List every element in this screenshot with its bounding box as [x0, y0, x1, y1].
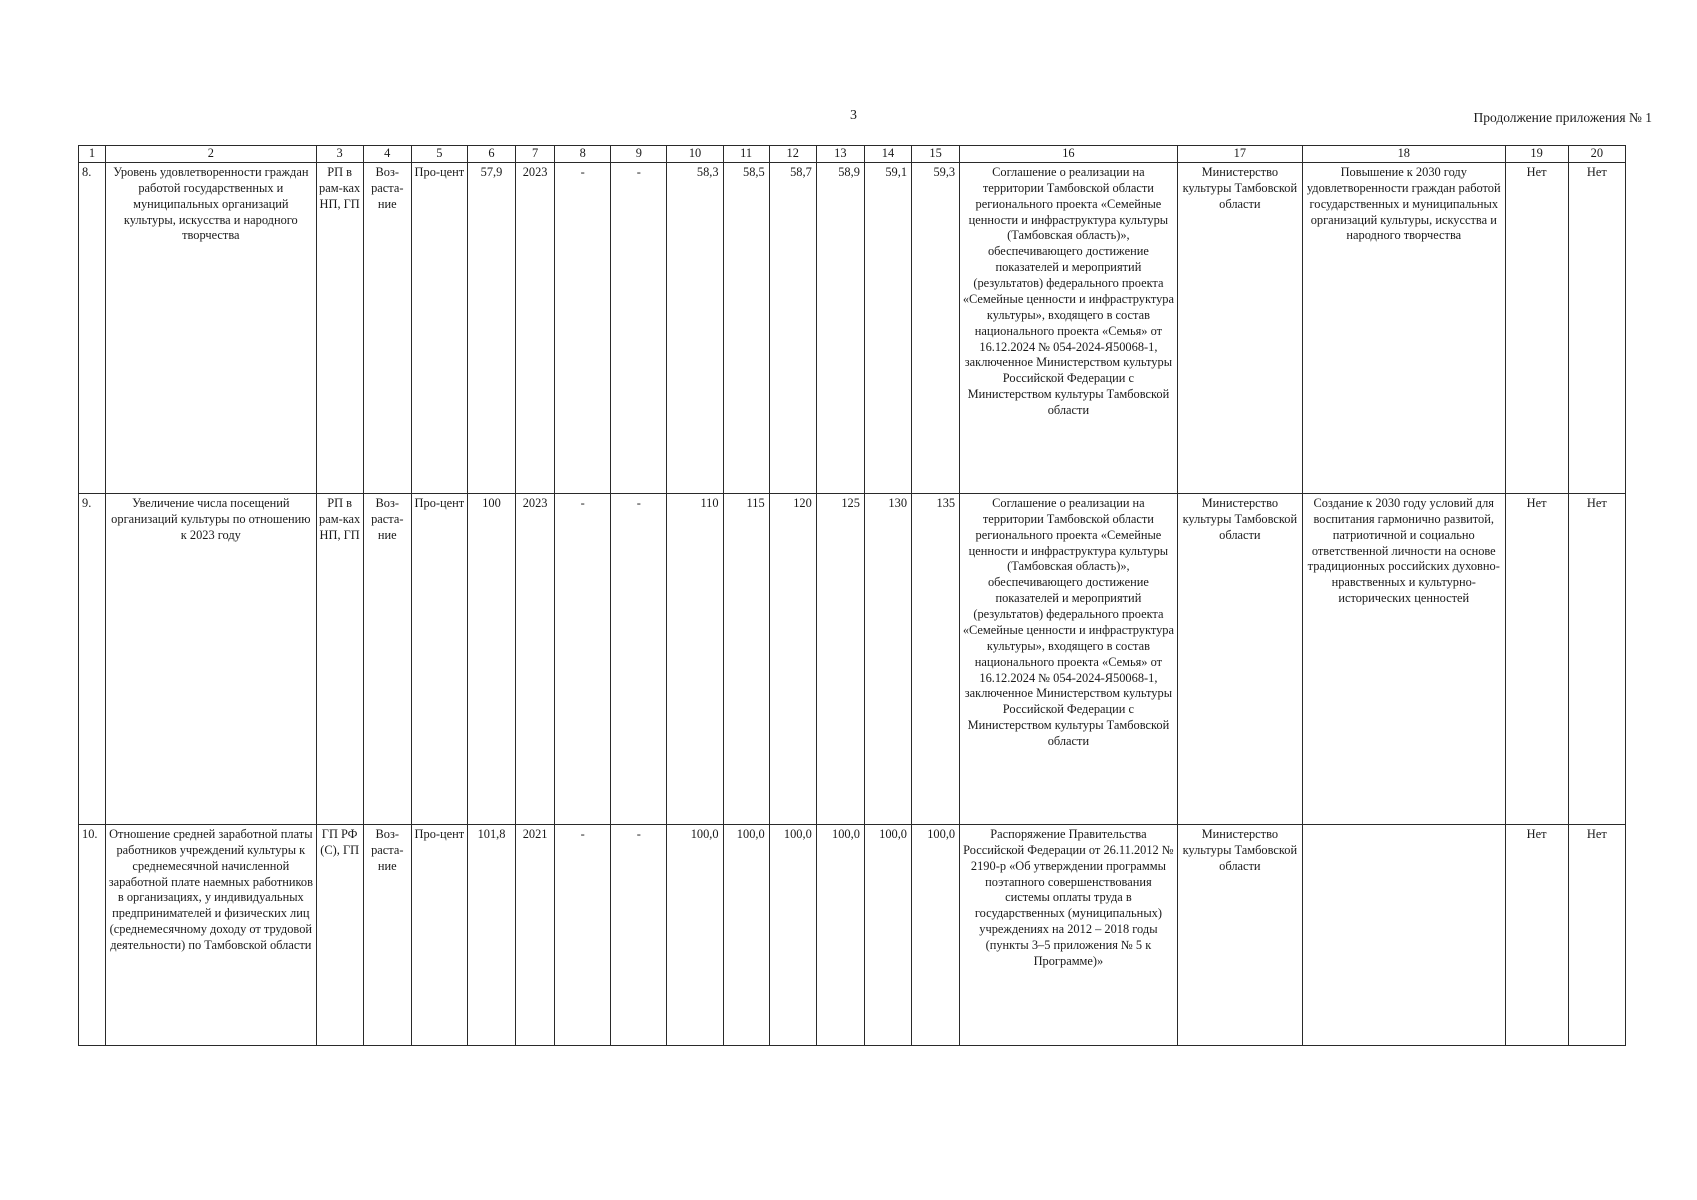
column-header: 14: [864, 146, 911, 163]
document-reference: Соглашение о реализации на территории Тамбовской области регионального проекта «Семейные ценности и инфраструктура культуры (Тамбовская область)», обеспечивающего достижение показателей и мероприятий (результатов) федерального проекта «Семейные ценности и инфраструктура культуры», входящего в состав национального проекта «Семья» от 16.12.2024 № 054-2024-Я50068-1, заключенное Министерством культуры Российской Федерации с Министерством культуры Тамбовской области: [960, 162, 1178, 493]
column-header: 20: [1568, 146, 1625, 163]
column-header: 8: [555, 146, 611, 163]
value-cell: 130: [864, 493, 911, 824]
goal-link: Повышение к 2030 году удовлетворенности граждан работой государственных и муниципальных организаций культуры, искусства и народного творчества: [1303, 162, 1506, 493]
column-header: 18: [1303, 146, 1506, 163]
responsible-body: Министерство культуры Тамбовской области: [1177, 162, 1302, 493]
column-header: 5: [411, 146, 467, 163]
value-cell: -: [555, 824, 611, 1045]
column-header: 4: [363, 146, 411, 163]
base-value: 57,9: [467, 162, 515, 493]
column-header: 12: [769, 146, 816, 163]
value-cell: 100,0: [864, 824, 911, 1045]
flag-cell: Нет: [1505, 493, 1568, 824]
value-cell: 100,0: [912, 824, 960, 1045]
column-header: 19: [1505, 146, 1568, 163]
value-cell: 59,3: [912, 162, 960, 493]
base-value: 101,8: [467, 824, 515, 1045]
responsible-body: Министерство культуры Тамбовской области: [1177, 493, 1302, 824]
value-cell: -: [611, 493, 667, 824]
value-cell: -: [611, 162, 667, 493]
column-header: 11: [723, 146, 769, 163]
value-cell: 100,0: [723, 824, 769, 1045]
value-cell: 58,5: [723, 162, 769, 493]
value-cell: 100,0: [667, 824, 723, 1045]
column-header: 17: [1177, 146, 1302, 163]
column-header: 6: [467, 146, 515, 163]
column-number-header-row: [79, 146, 1626, 163]
value-cell: 115: [723, 493, 769, 824]
value-cell: 110: [667, 493, 723, 824]
indicators-table: [78, 145, 1626, 1046]
unit: Про-цент: [411, 493, 467, 824]
value-cell: 58,7: [769, 162, 816, 493]
flag-cell: Нет: [1568, 162, 1625, 493]
column-header: 16: [960, 146, 1178, 163]
trend-type: Воз-раста-ние: [363, 162, 411, 493]
column-header: 3: [316, 146, 363, 163]
row-number: 8.: [79, 162, 106, 493]
table-row: [79, 162, 1626, 493]
value-cell: 58,9: [816, 162, 864, 493]
value-cell: -: [555, 162, 611, 493]
base-year: 2023: [516, 162, 555, 493]
column-header: 9: [611, 146, 667, 163]
value-cell: 100,0: [769, 824, 816, 1045]
value-cell: 120: [769, 493, 816, 824]
base-year: 2021: [516, 824, 555, 1045]
document-reference: Распоряжение Правительства Российской Федерации от 26.11.2012 № 2190-р «Об утверждении программы поэтапного совершенствования системы оплаты труда в государственных (муниципальных) учреждениях на 2012 – 2018 годы (пункты 3–5 приложения № 5 к Программе)»: [960, 824, 1178, 1045]
indicator-name: Отношение средней заработной платы работников учреждений культуры к среднемесячной начисленной заработной плате наемных работников в организациях, у индивидуальных предпринимателей и физических лиц (среднемесячному доходу от трудовой деятельности) по Тамбовской области: [106, 824, 317, 1045]
document-reference: Соглашение о реализации на территории Тамбовской области регионального проекта «Семейные ценности и инфраструктура культуры (Тамбовская область)», обеспечивающего достижение показателей и мероприятий (результатов) федерального проекта «Семейные ценности и инфраструктура культуры», входящего в состав национального проекта «Семья» от 16.12.2024 № 054-2024-Я50068-1, заключенное Министерством культуры Российской Федерации с Министерством культуры Тамбовской области: [960, 493, 1178, 824]
indicator-level: РП в рам-ках НП, ГП: [316, 493, 363, 824]
row-number: 10.: [79, 824, 106, 1045]
table-row: [79, 493, 1626, 824]
responsible-body: Министерство культуры Тамбовской области: [1177, 824, 1302, 1045]
column-header: 10: [667, 146, 723, 163]
indicator-name: Уровень удовлетворенности граждан работой государственных и муниципальных организаций культуры, искусства и народного творчества: [106, 162, 317, 493]
indicator-name: Увеличение числа посещений организаций культуры по отношению к 2023 году: [106, 493, 317, 824]
value-cell: -: [555, 493, 611, 824]
trend-type: Воз-раста-ние: [363, 493, 411, 824]
indicator-level: ГП РФ (С), ГП: [316, 824, 363, 1045]
base-value: 100: [467, 493, 515, 824]
goal-link: Создание к 2030 году условий для воспитания гармонично развитой, патриотичной и социально ответственной личности на основе традиционных российских духовно-нравственных и культурно-исторических ценностей: [1303, 493, 1506, 824]
goal-link: [1303, 824, 1506, 1045]
column-header: 15: [912, 146, 960, 163]
trend-type: Воз-раста-ние: [363, 824, 411, 1045]
table-row: [79, 824, 1626, 1045]
column-header: 13: [816, 146, 864, 163]
unit: Про-цент: [411, 162, 467, 493]
value-cell: 135: [912, 493, 960, 824]
flag-cell: Нет: [1568, 493, 1625, 824]
page-number: 3: [850, 108, 857, 123]
value-cell: 59,1: [864, 162, 911, 493]
base-year: 2023: [516, 493, 555, 824]
value-cell: 125: [816, 493, 864, 824]
appendix-continuation-note: Продолжение приложения № 1: [1473, 110, 1652, 125]
value-cell: -: [611, 824, 667, 1045]
column-header: 7: [516, 146, 555, 163]
unit: Про-цент: [411, 824, 467, 1045]
value-cell: 100,0: [816, 824, 864, 1045]
indicator-level: РП в рам-ках НП, ГП: [316, 162, 363, 493]
value-cell: 58,3: [667, 162, 723, 493]
row-number: 9.: [79, 493, 106, 824]
column-header: 1: [79, 146, 106, 163]
flag-cell: Нет: [1568, 824, 1625, 1045]
column-header: 2: [106, 146, 317, 163]
flag-cell: Нет: [1505, 162, 1568, 493]
flag-cell: Нет: [1505, 824, 1568, 1045]
